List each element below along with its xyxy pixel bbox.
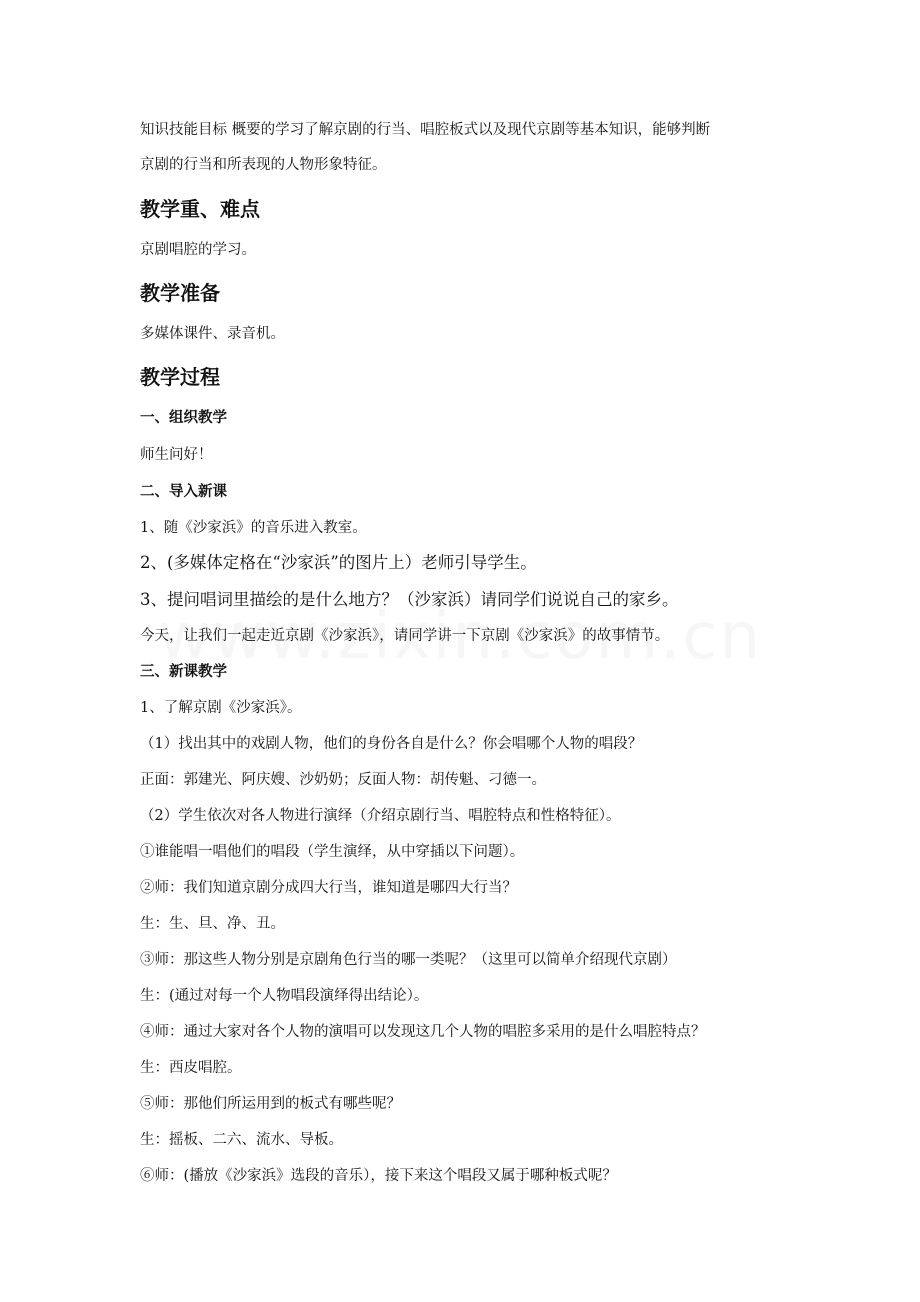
- section-3-line: ⑤师：那他们所运用到的板式有哪些呢？: [140, 1096, 401, 1112]
- section-3-line: 正面：郭建光、阿庆嫂、沙奶奶；反面人物：胡传魁、刁德一。: [140, 772, 546, 788]
- objective-line-1: 知识技能目标 概要的学习了解京剧的行当、唱腔板式以及现代京剧等基本知识，能够判断: [140, 122, 711, 138]
- section-3-line: 生：生、旦、净、丑。: [140, 916, 285, 932]
- section-3-line: 生：(通过对每一个人物唱段演绎得出结论）。: [140, 988, 429, 1004]
- process-heading: 教学过程: [140, 365, 220, 389]
- section-1-heading: 一、组织教学: [140, 410, 227, 426]
- objective-line-2: 京剧的行当和所表现的人物形象特征。: [140, 157, 387, 173]
- section-2-item-4: 今天，让我们一起走近京剧《沙家浜》，请同学讲一下京剧《沙家浜》的故事情节。: [140, 628, 670, 644]
- section-3-line: ①谁能唱一唱他们的唱段（学生演绎，从中穿插以下问题）。: [140, 844, 525, 860]
- key-points-text: 京剧唱腔的学习。: [140, 242, 256, 258]
- section-3-line: ④师：通过大家对各个人物的演唱可以发现这几个人物的唱腔多采用的是什么唱腔特点？: [140, 1024, 706, 1040]
- preparation-heading: 教学准备: [140, 281, 220, 305]
- preparation-text: 多媒体课件、录音机。: [140, 326, 285, 342]
- section-3-line: （2）学生依次对各人物进行演绎（介绍京剧行当、唱腔特点和性格特征）。: [140, 808, 621, 824]
- section-3-line: 生：西皮唱腔。: [140, 1060, 242, 1076]
- section-3-line: ⑥师：(播放《沙家浜》选段的音乐），接下来这个唱段又属于哪种板式呢？: [140, 1168, 617, 1184]
- section-2-item-2: 2、(多媒体定格在“沙家浜”的图片上）老师引导学生。: [140, 553, 537, 572]
- section-2-item-3: 3、提问唱词里描绘的是什么地方？（沙家浜）请同学们说说自己的家乡。: [140, 590, 679, 609]
- section-3-heading: 三、新课教学: [140, 664, 227, 680]
- section-3-line: ③师：那这些人物分别是京剧角色行当的哪一类呢？（这里可以简单介绍现代京剧）: [140, 952, 677, 968]
- key-points-heading: 教学重、难点: [140, 197, 260, 221]
- section-3-line: 生：摇板、二六、流水、导板。: [140, 1132, 343, 1148]
- section-3-line: ②师：我们知道京剧分成四大行当，谁知道是哪四大行当？: [140, 880, 517, 896]
- section-2-heading: 二、导入新课: [140, 484, 227, 500]
- section-2-item-1: 1、随《沙家浜》的音乐进入教室。: [140, 520, 367, 536]
- section-3-line: （1）找出其中的戏剧人物，他们的身份各自是什么？你会唱哪个人物的唱段？: [140, 736, 643, 752]
- section-3-line: 1、了解京剧《沙家浜》。: [140, 700, 302, 716]
- section-1-text: 师生问好！: [140, 447, 213, 463]
